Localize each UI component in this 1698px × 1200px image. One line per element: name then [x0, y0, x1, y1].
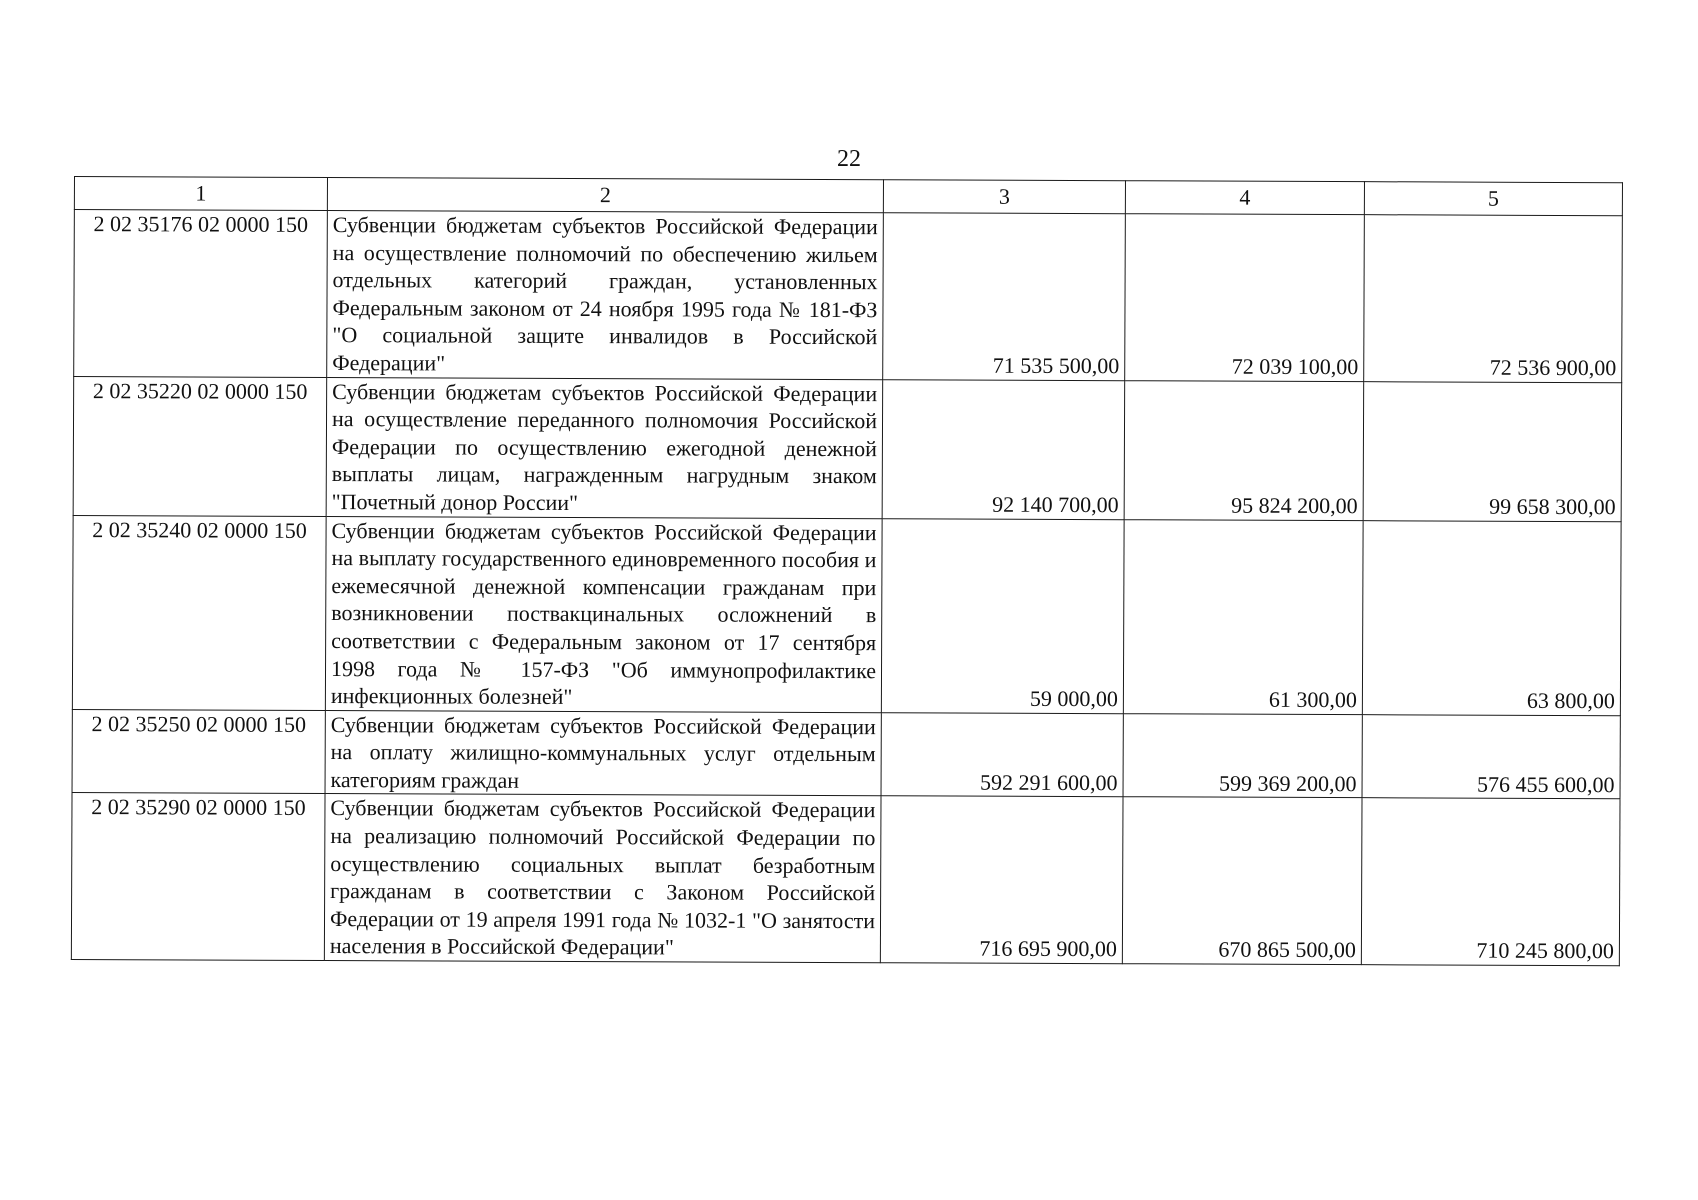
row-description: Субвенции бюджетам субъектов Российской Федерации на оплату жилищно-коммунальных услуг отдельным категориям граждан — [325, 710, 881, 796]
row-description: Субвенции бюджетам субъектов Российской Федерации на осуществление полномочий по обеспечению жильем отдельных категорий граждан, установленных Федеральным законом от 24 ноября 1995 года № 181-ФЗ "О социальной защите инвалидов в Российской Федерации" — [327, 211, 884, 380]
budget-code: 2 02 35250 02 0000 150 — [72, 709, 325, 794]
amount-col-5: 63 800,00 — [1362, 520, 1621, 715]
header-col-1: 1 — [74, 177, 327, 211]
amount-col-3: 716 695 900,00 — [880, 796, 1123, 964]
header-col-4: 4 — [1125, 181, 1364, 215]
row-description: Субвенции бюджетам субъектов Российской Федерации на осуществление переданного полномочия Российской Федерации по осуществлению ежегодной денежной выплаты лицам, награжденным нагрудным знаком "Почетный донор России" — [326, 377, 883, 518]
amount-col-3: 71 535 500,00 — [883, 213, 1126, 381]
table-row — [72, 515, 1621, 715]
amount-col-5: 99 658 300,00 — [1363, 381, 1622, 521]
amount-col-4: 61 300,00 — [1123, 519, 1363, 714]
budget-code: 2 02 35290 02 0000 150 — [71, 793, 325, 961]
table-row — [71, 793, 1620, 966]
budget-table — [71, 176, 1623, 966]
amount-col-4: 95 824 200,00 — [1124, 380, 1364, 520]
table-row — [73, 376, 1622, 521]
header-col-5: 5 — [1364, 182, 1622, 216]
amount-col-3: 59 000,00 — [881, 518, 1124, 713]
header-col-3: 3 — [883, 180, 1125, 214]
amount-col-3: 92 140 700,00 — [882, 379, 1125, 519]
amount-col-4: 599 369 200,00 — [1123, 713, 1362, 798]
page-number: 22 — [837, 146, 861, 172]
row-description: Субвенции бюджетам субъектов Российской Федерации на выплату государственного единовременного пособия и ежемесячной денежной компенсации гражданам при возникновении поствакцинальных осложнений в соответствии с Федеральным законом от 17 сентября 1998 года № 157-ФЗ "Об иммунопрофилактике инфекционных болезней" — [325, 516, 882, 712]
table-row — [74, 210, 1623, 383]
budget-code: 2 02 35220 02 0000 150 — [73, 376, 327, 516]
budget-code: 2 02 35240 02 0000 150 — [72, 515, 326, 710]
amount-col-3: 592 291 600,00 — [881, 712, 1123, 797]
amount-col-5: 576 455 600,00 — [1362, 714, 1620, 799]
table-row — [72, 709, 1620, 799]
budget-code: 2 02 35176 02 0000 150 — [74, 210, 328, 378]
amount-col-4: 670 865 500,00 — [1122, 797, 1362, 965]
header-col-2: 2 — [327, 178, 883, 213]
amount-col-4: 72 039 100,00 — [1125, 214, 1365, 382]
amount-col-5: 72 536 900,00 — [1364, 215, 1623, 383]
row-description: Субвенции бюджетам субъектов Российской Федерации на реализацию полномочий Российской Федерации по осуществлению социальных выплат безработным гражданам в соответствии с Законом Российской Федерации от 19 апреля 1991 года № 1032-1 "О занятости населения в Российской Федерации" — [324, 794, 881, 963]
amount-col-5: 710 245 800,00 — [1361, 798, 1620, 966]
